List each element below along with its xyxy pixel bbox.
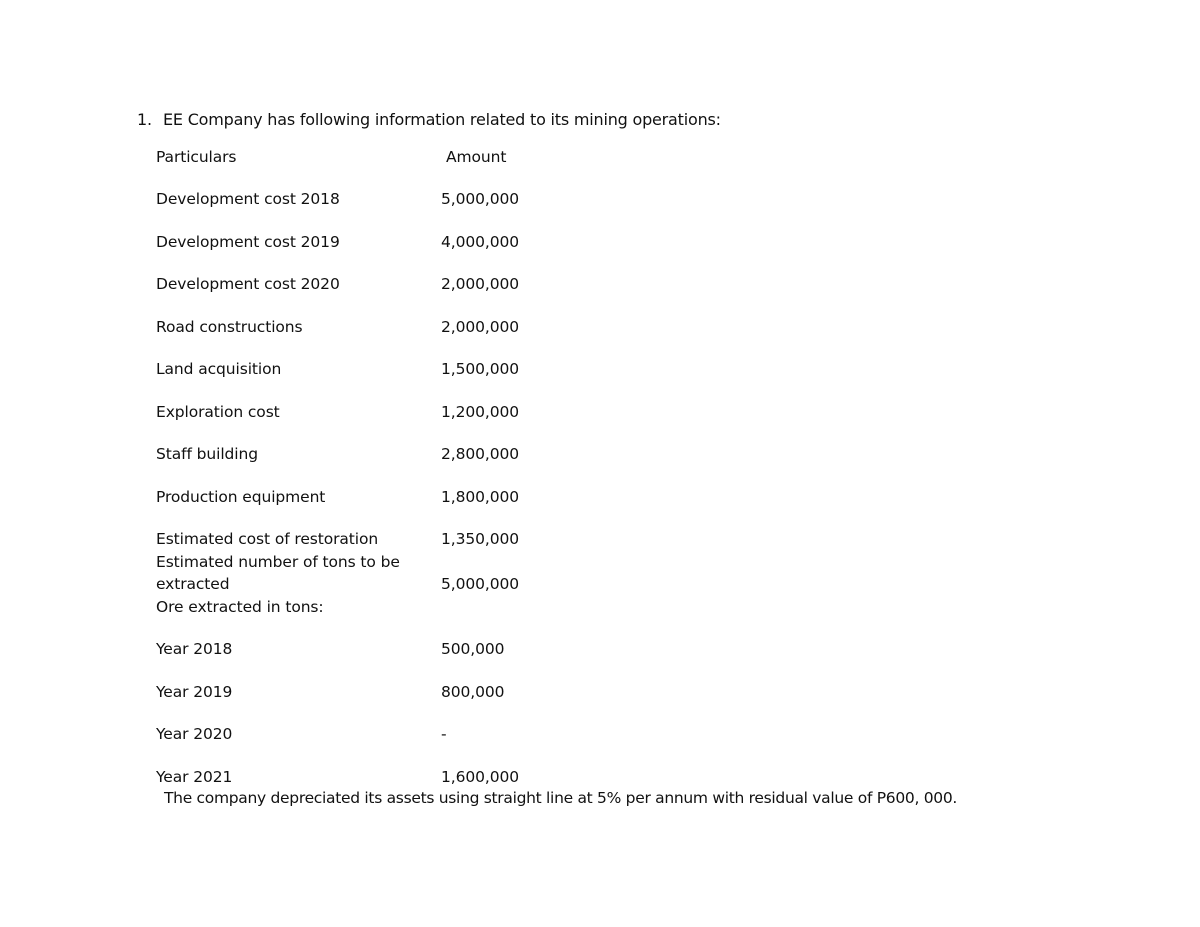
header-particulars: Particulars bbox=[156, 148, 237, 166]
footer-note: The company depreciated its assets using straight line at 5% per annum with residual value of P600, 000. bbox=[164, 789, 958, 807]
row-amount: 2,000,000 bbox=[441, 275, 519, 293]
row-label: Staff building bbox=[156, 445, 258, 463]
row-label: Development cost 2019 bbox=[156, 233, 340, 251]
ore-row-amount: 500,000 bbox=[441, 640, 505, 658]
ore-row-amount: 1,600,000 bbox=[441, 768, 519, 786]
row-label: Production equipment bbox=[156, 488, 326, 506]
row-amount: 1,800,000 bbox=[441, 488, 519, 506]
ore-row-label: Year 2020 bbox=[156, 725, 233, 743]
ore-heading: Ore extracted in tons: bbox=[156, 598, 324, 616]
tons-amount: 5,000,000 bbox=[441, 575, 519, 593]
row-label: Development cost 2020 bbox=[156, 275, 340, 293]
row-amount: 4,000,000 bbox=[441, 233, 519, 251]
row-label: Road constructions bbox=[156, 318, 303, 336]
question-number: 1. bbox=[137, 110, 152, 129]
row-amount: 1,350,000 bbox=[441, 530, 519, 548]
ore-row-amount: - bbox=[441, 725, 447, 743]
row-amount: 1,200,000 bbox=[441, 403, 519, 421]
row-amount: 2,800,000 bbox=[441, 445, 519, 463]
row-label: Estimated cost of restoration bbox=[156, 530, 379, 548]
question-text: EE Company has following information related to its mining operations: bbox=[163, 110, 721, 129]
row-label: Exploration cost bbox=[156, 403, 280, 421]
tons-label-line2: extracted bbox=[156, 575, 230, 593]
row-label: Land acquisition bbox=[156, 360, 282, 378]
ore-row-label: Year 2018 bbox=[156, 640, 233, 658]
ore-row-label: Year 2021 bbox=[156, 768, 233, 786]
row-amount: 2,000,000 bbox=[441, 318, 519, 336]
ore-row-label: Year 2019 bbox=[156, 683, 233, 701]
row-label: Development cost 2018 bbox=[156, 190, 340, 208]
header-amount: Amount bbox=[446, 148, 507, 166]
question-heading bbox=[137, 110, 721, 129]
ore-row-amount: 800,000 bbox=[441, 683, 505, 701]
tons-label-line1: Estimated number of tons to be bbox=[156, 553, 400, 571]
row-amount: 1,500,000 bbox=[441, 360, 519, 378]
row-amount: 5,000,000 bbox=[441, 190, 519, 208]
